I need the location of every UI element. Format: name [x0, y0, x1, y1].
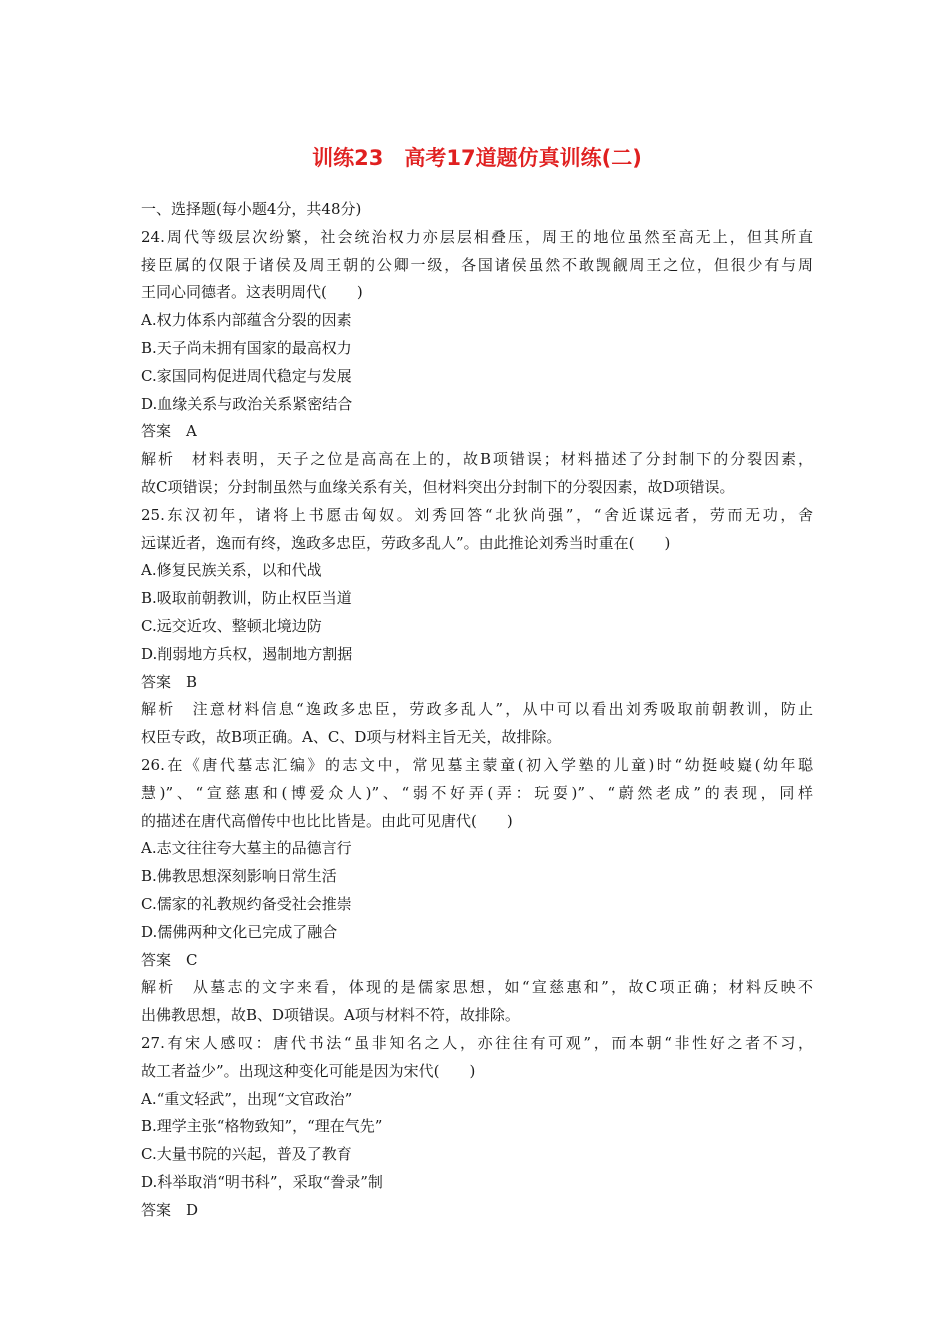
document-page: [141, 140, 813, 1224]
question-25: [141, 502, 813, 752]
option-c: C.儒家的礼教规约备受社会推崇: [141, 894, 352, 913]
question-27: [141, 1030, 813, 1225]
question-stem-line: 的描述在唐代高僧传中也比比皆是。由此可见唐代( ): [141, 811, 513, 830]
question-stem-line: 26.在《唐代墓志汇编》的志文中，常见墓主蒙童(初入学塾的儿童)时“幼挺岐嶷(幼年聪: [141, 755, 813, 774]
analysis-line: 故C项错误；分封制虽然与血缘关系有关，但材料突出分封制下的分裂因素，故D项错误。: [141, 477, 735, 496]
option-b: B.天子尚未拥有国家的最高权力: [141, 338, 352, 357]
question-stem-line: 慧)”、“宣慈惠和(博爱众人)”、“弱不好弄(弄：玩耍)”、“蔚然老成”的表现，同样: [141, 783, 813, 802]
option-b: B.理学主张“格物致知”，“理在气先”: [141, 1117, 383, 1136]
answer: 答案 B: [141, 672, 198, 691]
question-stem-line: 故工者益少”。出现这种变化可能是因为宋代( ): [141, 1061, 476, 1080]
option-a: A.权力体系内部蕴含分裂的因素: [141, 311, 352, 330]
option-a: A.志文往往夸大墓主的品德言行: [141, 839, 352, 858]
option-b: B.吸取前朝教训，防止权臣当道: [141, 589, 352, 608]
option-a: A.“重文轻武”，出现“文官政治”: [141, 1089, 353, 1108]
question-stem-line: 王同心同德者。这表明周代( ): [141, 283, 363, 302]
page-title: 训练23 高考17道题仿真训练(二): [312, 146, 642, 170]
answer: 答案 A: [141, 422, 197, 441]
option-d: D.削弱地方兵权，遏制地方割据: [141, 644, 353, 663]
analysis-line: 解析 从墓志的文字来看，体现的是儒家思想，如“宣慈惠和”，故C项正确；材料反映不: [141, 978, 813, 997]
answer: 答案 D: [141, 1200, 199, 1219]
option-d: D.儒佛两种文化已完成了融合: [141, 922, 338, 941]
analysis-line: 权臣专政，故B项正确。A、C、D项与材料主旨无关，故排除。: [141, 728, 562, 747]
question-stem-line: 远谋近者，逸而有终，逸政多忠臣，劳政多乱人”。由此推论刘秀当时重在( ): [141, 533, 671, 552]
analysis-line: 解析 注意材料信息“逸政多忠臣，劳政多乱人”，从中可以看出刘秀吸取前朝教训，防止: [141, 700, 813, 719]
analysis-line: 解析 材料表明，天子之位是高高在上的，故B项错误；材料描述了分封制下的分裂因素，: [141, 450, 813, 469]
option-c: C.远交近攻、整顿北境边防: [141, 616, 322, 635]
question-stem-line: 24.周代等级层次纷繁，社会统治权力亦层层相叠压，周王的地位虽然至高无上，但其所直: [141, 227, 813, 246]
option-d: D.科举取消“明书科”，采取“誊录”制: [141, 1172, 383, 1191]
answer: 答案 C: [141, 950, 198, 969]
option-c: C.家国同构促进周代稳定与发展: [141, 366, 352, 385]
section-header: 一、选择题(每小题4分，共48分): [141, 200, 362, 218]
question-26: [141, 752, 813, 1030]
option-d: D.血缘关系与政治关系紧密结合: [141, 394, 353, 413]
question-stem-line: 接臣属的仅限于诸侯及周王朝的公卿一级，各国诸侯虽然不敢觊觎周王之位，但很少有与周: [141, 255, 813, 274]
question-stem-line: 27.有宋人感叹：唐代书法“虽非知名之人，亦往往有可观”，而本朝“非性好之者不习，: [141, 1033, 813, 1052]
option-a: A.修复民族关系，以和代战: [141, 561, 322, 580]
analysis-line: 出佛教思想，故B、D项错误。A项与材料不符，故排除。: [141, 1006, 520, 1025]
option-c: C.大量书院的兴起，普及了教育: [141, 1145, 352, 1164]
option-b: B.佛教思想深刻影响日常生活: [141, 867, 337, 886]
question-stem-line: 25.东汉初年，诸将上书愿击匈奴。刘秀回答“北狄尚强”，“舍近谋远者，劳而无功，舍: [141, 505, 813, 524]
question-24: [141, 224, 813, 502]
